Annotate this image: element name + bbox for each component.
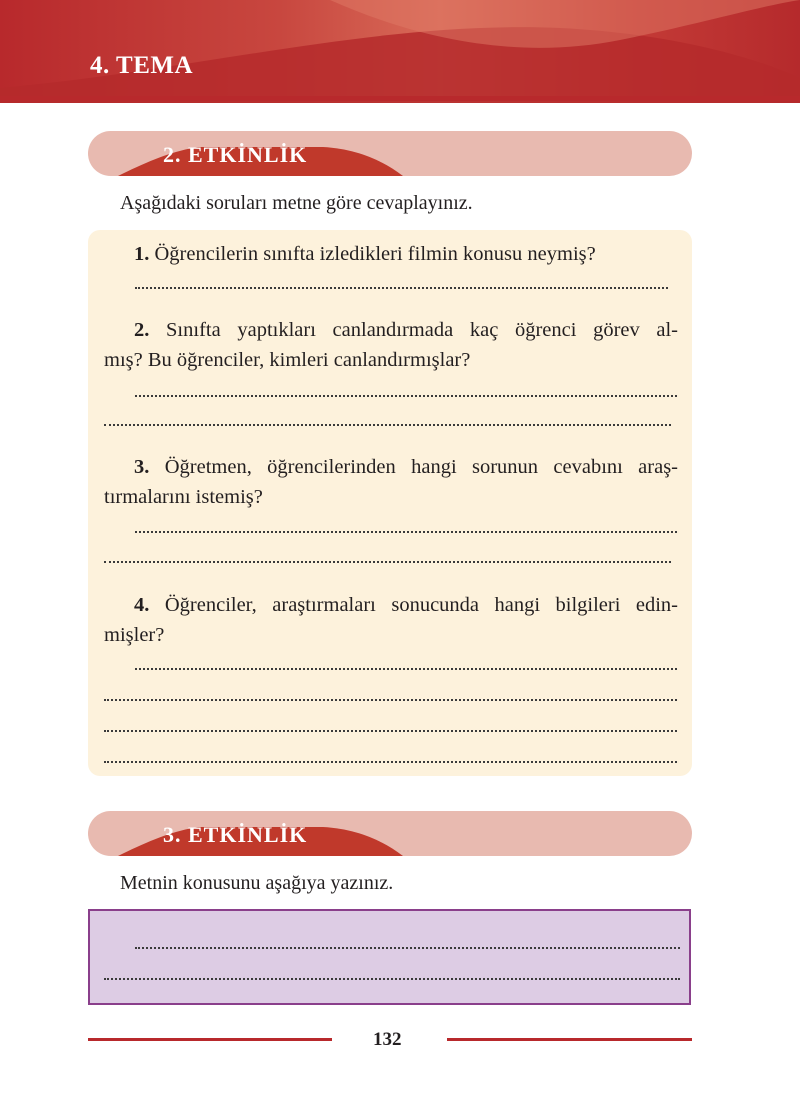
question-text: Sınıfta yaptıkları canlandırmada kaç öğrenci görev al-: [166, 319, 679, 341]
answer-line[interactable]: [104, 761, 677, 763]
activity-3-banner: [88, 811, 692, 856]
question-4: [134, 593, 678, 617]
question-3: [134, 455, 678, 479]
activity-3-instruction: Metnin konusunu aşağıya yazınız.: [120, 872, 394, 894]
answer-line[interactable]: [135, 395, 677, 397]
footer-rule-left: [88, 1038, 332, 1041]
answer-line[interactable]: [104, 424, 671, 426]
page-number: 132: [373, 1029, 402, 1050]
question-number: 2.: [134, 319, 150, 341]
question-number: 1.: [134, 243, 150, 265]
question-number: 3.: [134, 456, 150, 478]
footer-rule-right: [447, 1038, 692, 1041]
question-2-continuation: mış? Bu öğrenciler, kimleri canlandırmışlar?: [104, 349, 471, 371]
answer-line[interactable]: [104, 978, 680, 980]
writing-box: [88, 909, 691, 1005]
answer-line[interactable]: [135, 668, 677, 670]
question-text: Öğrencilerin sınıfta izledikleri filmin konusu neymiş?: [154, 243, 596, 265]
chapter-header: [0, 0, 800, 103]
question-2: [134, 318, 678, 342]
answer-line[interactable]: [135, 531, 677, 533]
question-4-continuation: mişler?: [104, 624, 165, 646]
question-number: 4.: [134, 594, 150, 616]
chapter-title: 4. TEMA: [90, 52, 194, 79]
question-text: Öğretmen, öğrencilerinden hangi sorunun cevabını araş-: [164, 456, 678, 478]
question-1: [134, 242, 596, 266]
activity-3-title: 3. ETKİNLİK: [163, 822, 308, 847]
answer-line[interactable]: [135, 287, 668, 289]
answer-line[interactable]: [135, 947, 680, 949]
activity-2-instruction: Aşağıdaki soruları metne göre cevaplayınız.: [120, 192, 473, 214]
answer-line[interactable]: [104, 561, 671, 563]
question-text: Öğrenciler, araştırmaları sonucunda hangi bilgileri edin-: [164, 594, 679, 616]
activity-2-banner: [88, 131, 692, 176]
activity-2-title: 2. ETKİNLİK: [163, 142, 308, 167]
answer-line[interactable]: [104, 730, 677, 732]
question-3-continuation: tırmalarını istemiş?: [104, 486, 263, 508]
header-rule: [0, 96, 800, 101]
answer-line[interactable]: [104, 699, 677, 701]
